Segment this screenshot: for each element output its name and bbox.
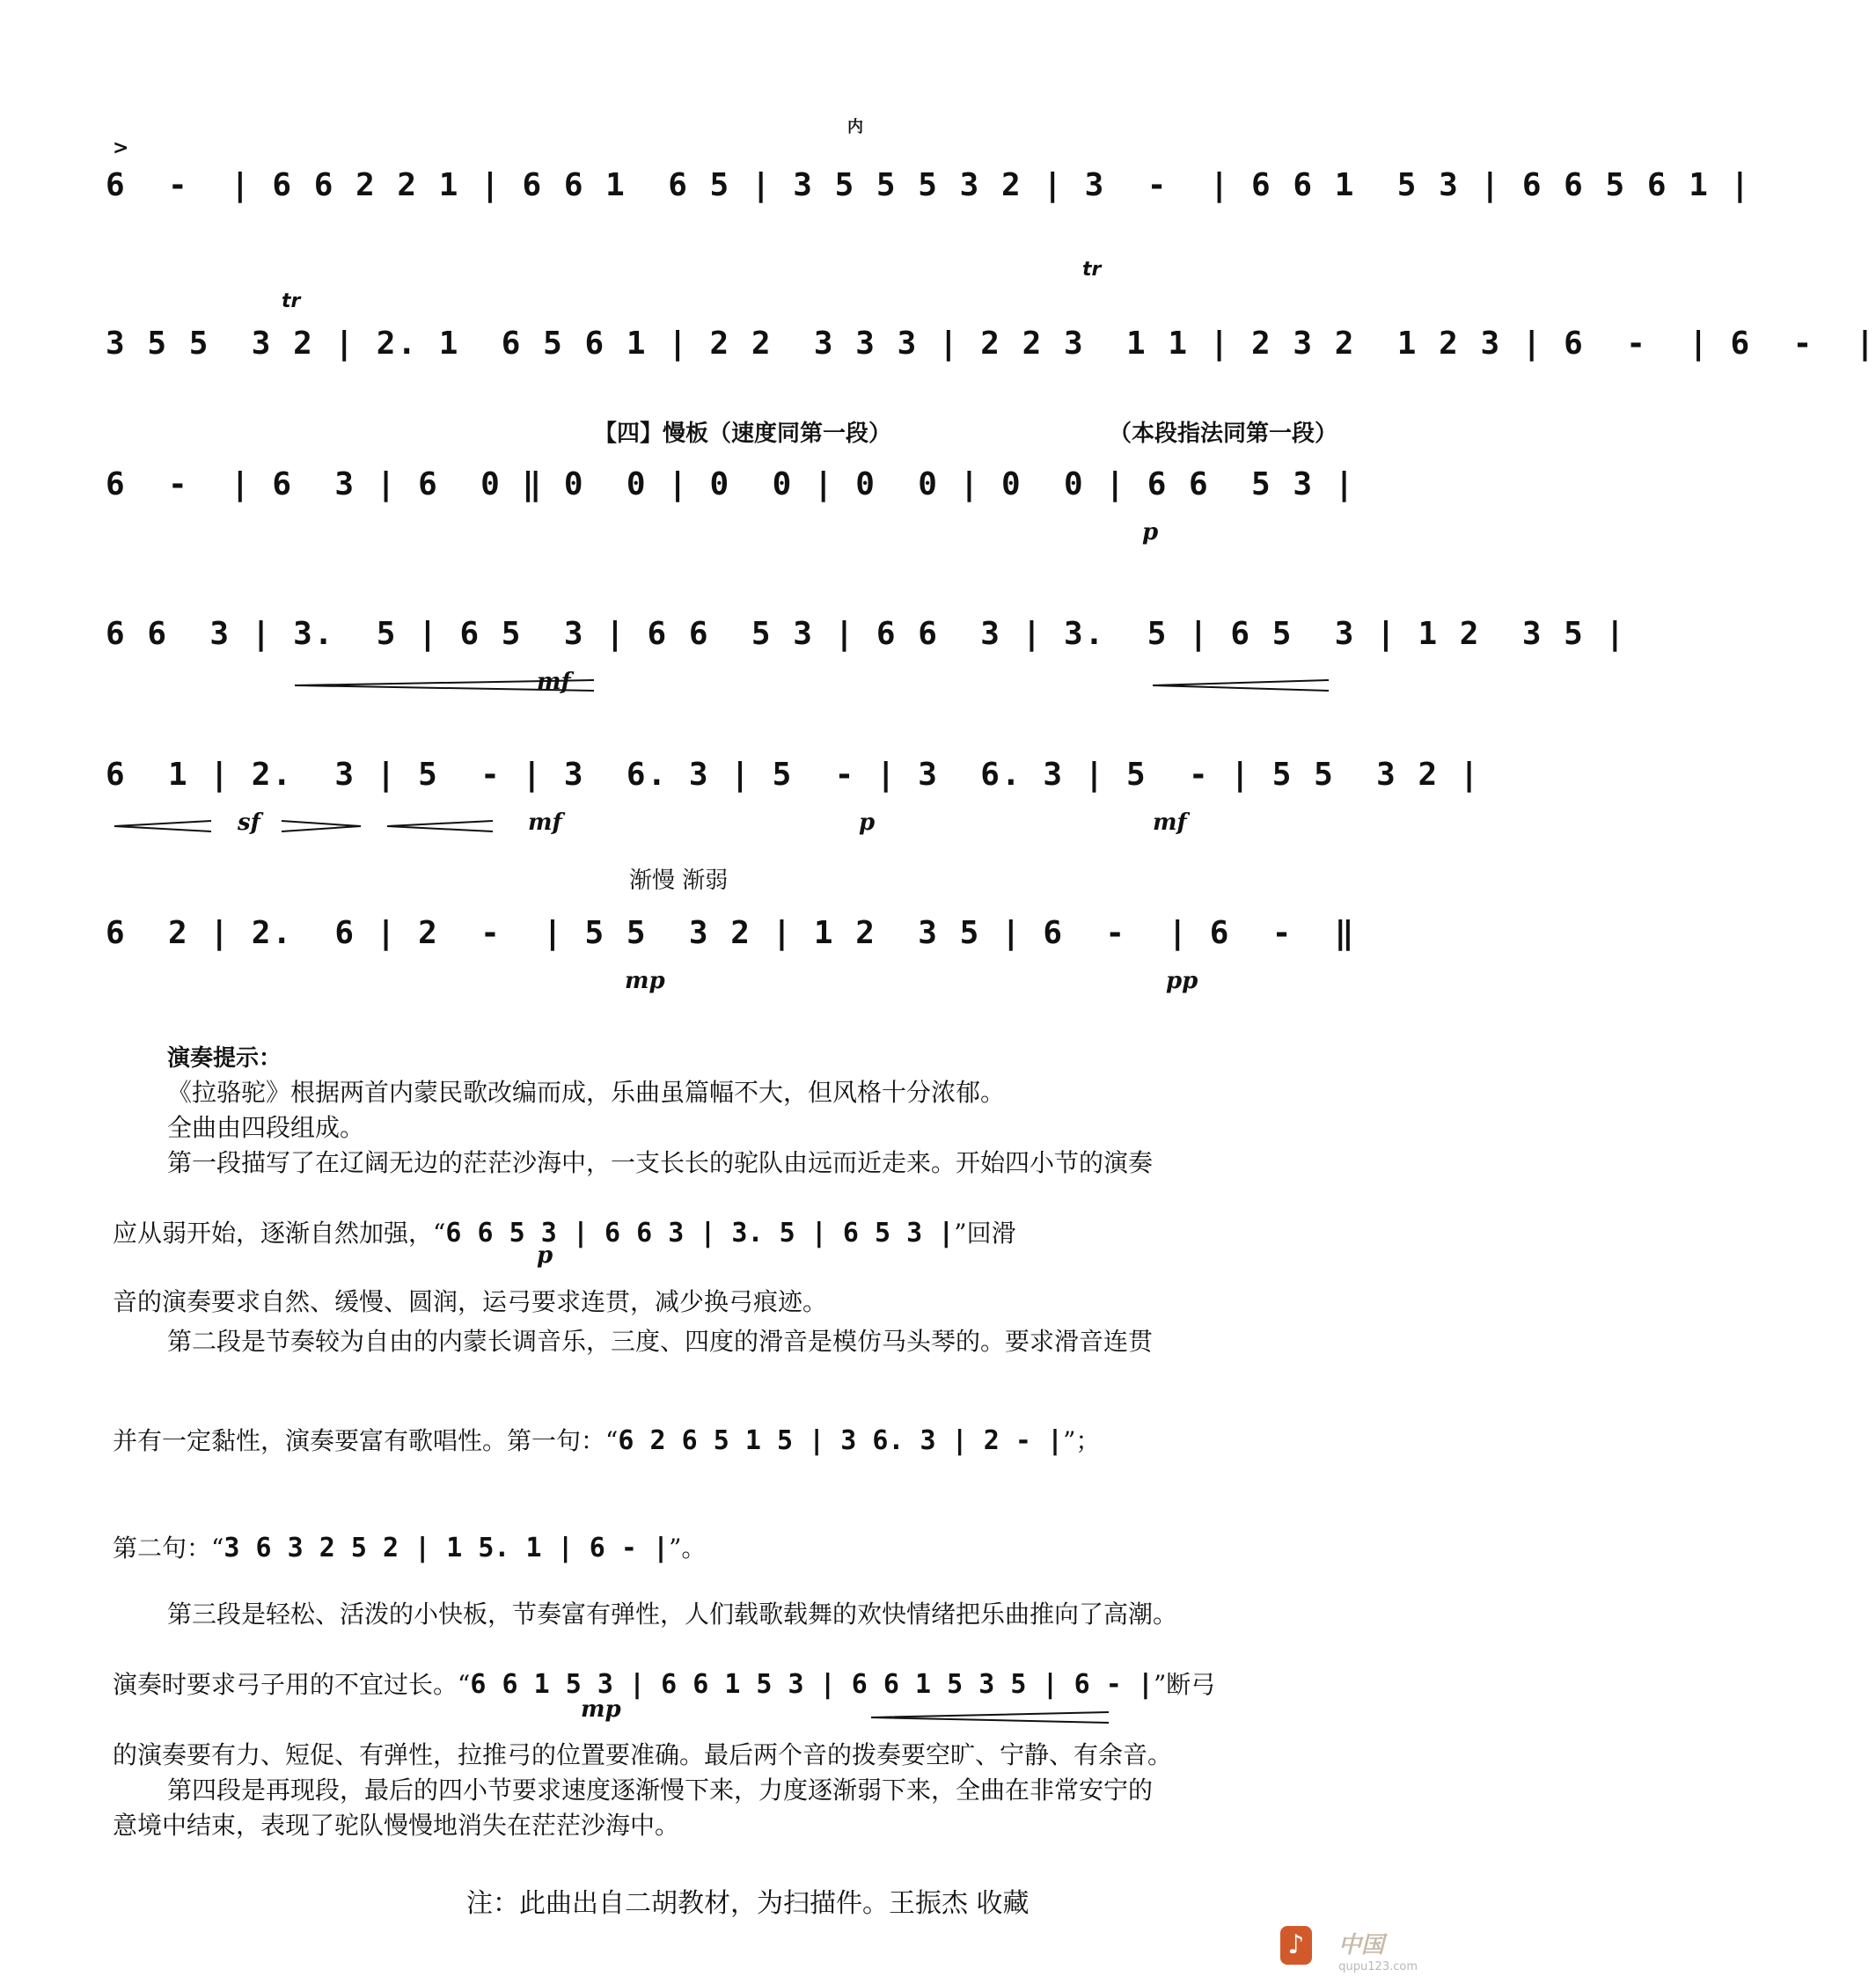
tip-text: ”断弓 [1153,1670,1216,1699]
tip-line: 第一段描写了在辽阔无边的茫茫沙海中，一支长长的驼队由远而近走来。开始四小节的演奏 [167,1148,1154,1177]
tip-line: 《拉骆驼》根据两首内蒙民歌改编而成，乐曲虽篇幅不大，但风格十分浓郁。 [167,1078,1006,1107]
tip-line: 的演奏要有力、短促、有弹性，拉推弓的位置要准确。最后两个音的拨奏要空旷、宁静、有余音。 [113,1740,1173,1769]
section-note: （本段指法同第一段） [1108,421,1337,447]
diminuendo-hairpin [282,820,361,832]
accent-mark: > [113,137,129,159]
dynamic-mark: pp [1166,968,1198,994]
dynamic-mark: p [859,809,876,836]
fingering-mark: 内 [847,118,863,136]
section-title: 【四】慢板（速度同第一段） [594,421,892,447]
inline-notation: 3 6 3 2 5 2 | 1 5. 1 | 6 - | [224,1533,670,1563]
tip-text: ”。 [669,1534,707,1563]
tip-line [113,1531,1327,1566]
tip-text: 应从弱开始，逐渐自然加强，“ [113,1219,446,1248]
tip-line: 全曲由四段组成。 [167,1113,365,1142]
crescendo-hairpin [387,820,493,832]
tip-text: ”回滑 [954,1219,1016,1248]
dynamic-mark: p [537,1242,553,1269]
watermark-url: qupu123.com [1338,1960,1418,1973]
crescendo-hairpin [871,1711,1109,1724]
music-note-icon: ♪ [1280,1926,1312,1965]
inline-notation: 6 6 1 5 3 | 6 6 1 5 3 | 6 6 1 5 3 5 | 6 - | [470,1669,1154,1700]
tip-text: ”； [1063,1426,1101,1455]
crescendo-hairpin [114,820,211,832]
tip-line: 第四段是再现段，最后的四小节要求速度逐渐慢下来，力度逐渐弱下来，全曲在非常安宁的 [167,1776,1154,1805]
tip-text: 第二句：“ [113,1534,224,1563]
crescendo-hairpin [295,679,594,692]
tip-line [113,1216,1327,1251]
notation-line: 6 - | 6 6 2 2 1 | 6 6 1 6 5 | 3 5 5 5 3 2 | 3 - | 6 6 1 5 3 | 6 6 5 6 1 | [106,167,1752,203]
notation-line: 6 - | 6 3 | 6 0 ‖ 0 0 | 0 0 | 0 0 | 0 0 | 6 6 5 3 | [106,466,1356,502]
dynamic-mark: mf [1153,809,1187,836]
trill-mark: tr [1082,259,1102,281]
inline-notation: 6 2 6 5 1 5 | 3 6. 3 | 2 - | [618,1425,1064,1456]
watermark-text: 中国 [1337,1932,1384,1959]
tip-line: 音的演奏要求自然、缓慢、圆润，运弓要求连贯，减少换弓痕迹。 [113,1287,828,1316]
dynamic-mark: mf [528,809,562,836]
score-row-4 [106,581,1627,695]
dynamic-mark: mp [581,1696,621,1723]
score-row-3 [106,421,1356,546]
notation-line: 6 2 | 2. 6 | 2 - | 5 5 3 2 | 1 2 3 5 | 6 - | 6 - ‖ [106,915,1356,951]
tip-line: 第二段是节奏较为自由的内蒙长调音乐，三度、四度的滑音是模仿马头琴的。要求滑音连贯 [167,1327,1154,1356]
score-row-1 [106,118,1752,238]
tip-text: 演奏时要求弓子用的不宜过长。“ [113,1670,471,1699]
tip-text: 并有一定黏性，演奏要富有歌唱性。第一句：“ [113,1426,619,1455]
tip-line: 第三段是轻松、活泼的小快板，节奏富有弹性，人们载歌载舞的欢快情绪把乐曲推向了高潮。 [167,1600,1178,1629]
footer-note: 注：此曲出自二胡教材，为扫描件。王振杰 收藏 [466,1888,1030,1919]
inline-notation: 6 6 5 3 | 6 6 3 | 3. 5 | 6 5 3 | [445,1218,955,1248]
notation-line: 3 5 5 3 2 | 2. 1 6 5 6 1 | 2 2 3 3 3 | 2 2 3 1 1 | 2 3 2 1 2 3 | 6 - | 6 - | [106,326,1876,362]
crescendo-hairpin [1153,679,1329,692]
tips-title: 演奏提示： [167,1045,282,1072]
dynamic-mark: mf [537,669,571,695]
score-row-2 [106,259,1876,396]
tip-line [113,1667,1327,1702]
tip-line: 意境中结束，表现了驼队慢慢地消失在茫茫沙海中。 [113,1811,680,1840]
dynamic-mark: mp [625,968,665,994]
score-row-6 [106,868,1356,994]
dynamic-mark: sf [238,809,260,836]
notation-line: 6 1 | 2. 3 | 5 - | 3 6. 3 | 5 - | 3 6. 3 | 5 - | 5 5 3 2 | [106,757,1481,793]
notation-line: 6 6 3 | 3. 5 | 6 5 3 | 6 6 5 3 | 6 6 3 | 3. 5 | 6 5 3 | 1 2 3 5 | [106,616,1627,652]
tip-line [113,1424,1327,1459]
score-row-5 [106,721,1481,836]
dynamic-mark: p [1142,519,1159,546]
tempo-marking: 渐慢 渐弱 [629,868,729,894]
trill-mark: tr [282,290,301,312]
